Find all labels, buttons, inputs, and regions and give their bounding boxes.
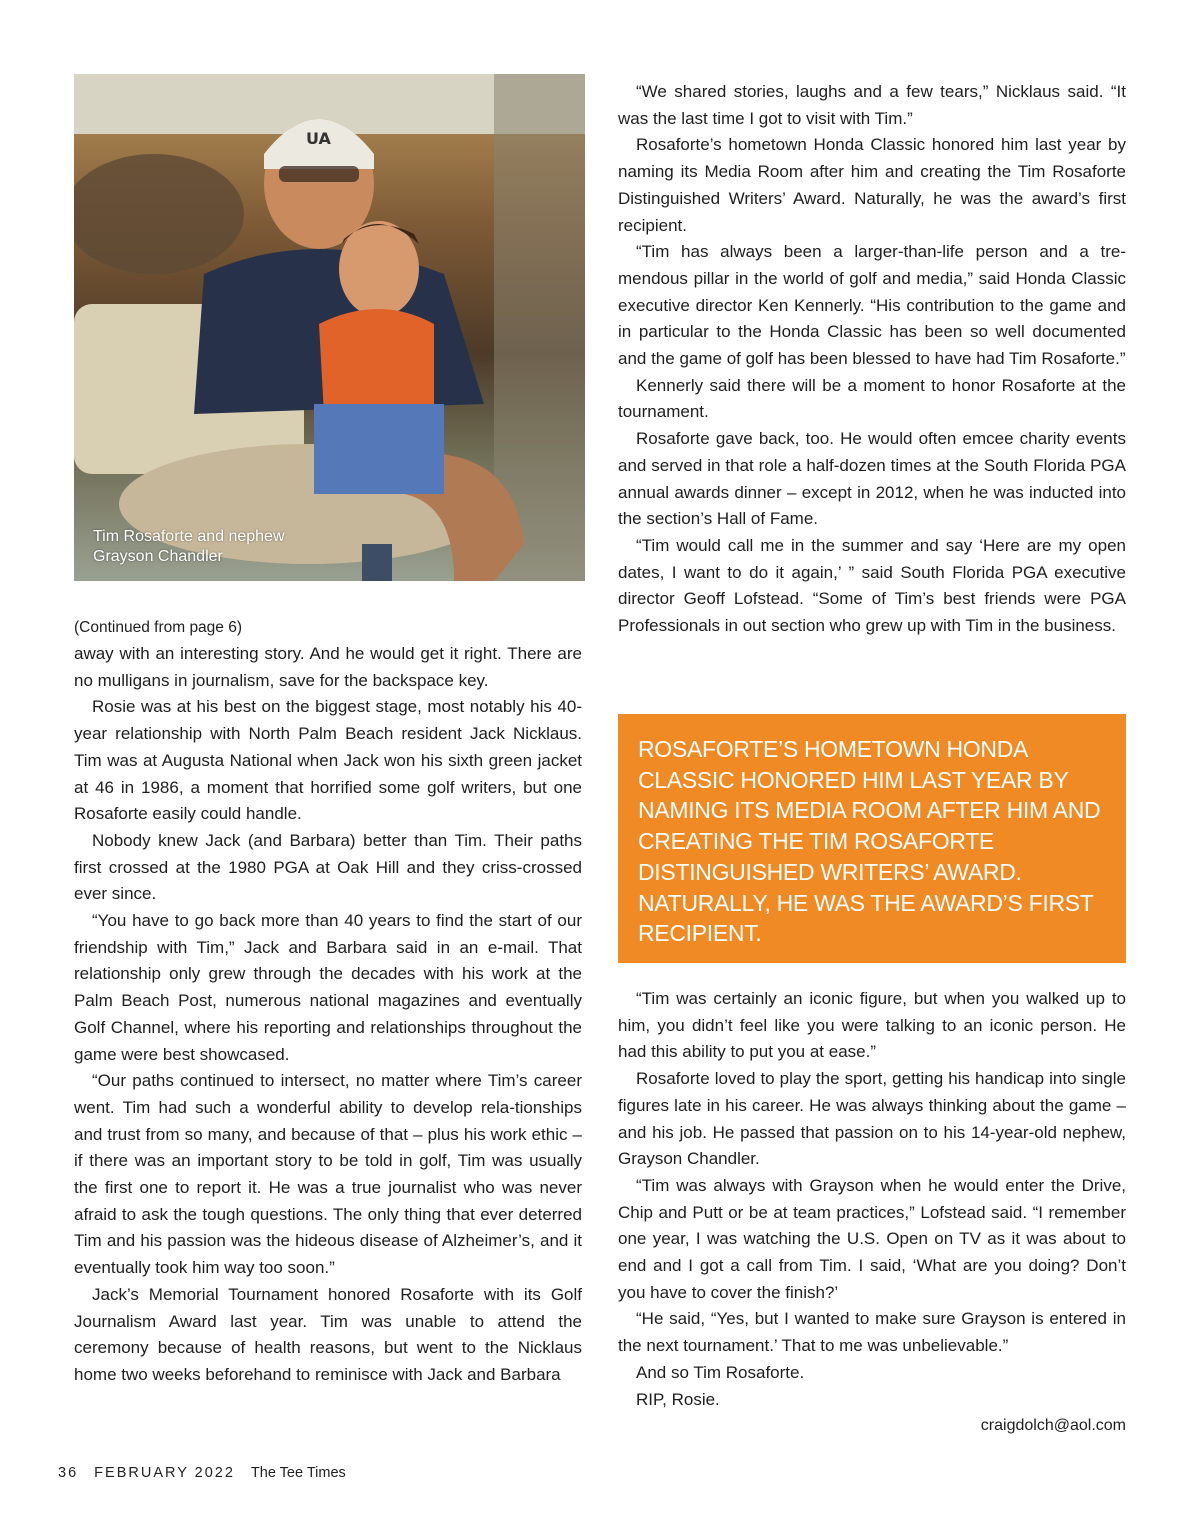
paragraph: “He said, “Yes, but I wanted to make sure Grayson is entered in the next tournament.’ That to me was unbelievable.”: [618, 1309, 1126, 1356]
photo-caption: [93, 527, 285, 567]
pull-quote-box: [618, 714, 1126, 963]
caption-line-1: Tim Rosaforte and nephew: [93, 528, 285, 545]
paragraph: “We shared stories, laughs and a few tears,” Nicklaus said. “It was the last time I got to visit with Tim.”: [618, 82, 1126, 128]
paragraph: “Tim would call me in the summer and say ‘Here are my open dates, I want to do it again,’ ” said South Florida PGA executive director Geoff Lofstead. “Some of Tim’s best friends were PGA Professionals in out section who grew up with Tim in the business.: [618, 535, 1126, 636]
author-email[interactable]: craigdolch@aol.com: [980, 1417, 1126, 1434]
paragraph: Rosaforte gave back, too. He would often emcee charity events and served in that role a half-dozen times at the South Florida PGA annual awards dinner – except in 2012, when he was inducted into the section’s Hall of Fame.: [618, 429, 1126, 529]
right-column-bottom: [618, 986, 1126, 1413]
paragraph: Rosie was at his best on the biggest stage, most notably his 40-year relationship with North Palm Beach resident Jack Nicklaus. Tim was at Augusta National when Jack won his sixth green jacket at 46 in 1986, a moment that horrified some golf writers, but one Rosaforte easily could handle.: [74, 697, 582, 824]
paragraph: Kennerly said there will be a moment to honor Rosaforte at the tournament.: [618, 375, 1126, 422]
boy-face: [339, 221, 419, 317]
article-photo: [74, 74, 585, 581]
paragraph: Jack’s Memorial Tournament honored Rosaforte with its Golf Journalism Award last year. Tim was unable to attend the ceremony because of health reasons, but went to the Nicklaus home two weeks beforehand to reminisce with Jack and Barbara: [74, 1284, 582, 1384]
paragraph: “You have to go back more than 40 years to find the start of our friendship with Tim,” Jack and Barbara said in an e-mail. That relationship only grew through the decades with his work at the Palm Beach Post, numerous national magazines and eventually Golf Channel, where his reporting and relationships throughout the game were best showcased.: [74, 911, 582, 1064]
pull-quote-text: ROSAFORTE’S HOMETOWN HONDA CLASSIC HONORED HIM LAST YEAR BY NAMING ITS MEDIA ROOM AFTER HIM AND CREATING THE TIM ROSAFORTE DISTINGUISHED WRITERS’ AWARD. NATURALLY, HE WAS THE AWARD’S FIRST RECIPIENT.: [638, 736, 1101, 947]
sunglasses: [279, 166, 359, 182]
paragraph: “Tim was certainly an iconic figure, but when you walked up to him, you didn’t feel like you were talking to an iconic person. He had this ability to put you at ease.”: [618, 989, 1126, 1062]
paragraph: “Tim was always with Grayson when he would enter the Drive, Chip and Putt or be at team practices,” Lofstead said. “I remember one year, I was watching the U.S. Open on TV as it was about to end and I got a call from Tim. I said, ‘What are you doing? Don’t you have to cover the finish?’: [618, 1175, 1126, 1302]
page-footer: [58, 1462, 346, 1484]
publication-name: The Tee Times: [250, 1465, 346, 1481]
paragraph: “Our paths continued to intersect, no matter where Tim’s career went. Tim had such a wonderful ability to develop rela-tionships and trust from so many, and because of that – plus his work ethic – if there was an important story to be told in golf, Tim was usually the first one to report it. He was a true journalist who was never afraid to ask the tough questions. The only thing that ever deterred Tim and his passion was the hideous disease of Alzheimer’s, and it eventually took him way too soon.”: [74, 1071, 582, 1278]
boy-shirt: [319, 309, 434, 414]
photo-illustration: [74, 74, 585, 581]
paragraph: Rosaforte’s hometown Honda Classic honored him last year by naming its Media Room after him and creating the Tim Rosaforte Distinguished Writers’ Award. Naturally, he was the award’s first recipient.: [618, 135, 1126, 235]
page-number: 36: [58, 1465, 79, 1481]
caption-line-2: Grayson Chandler: [93, 548, 223, 565]
boy-shorts: [314, 404, 444, 494]
paragraph: Nobody knew Jack (and Barbara) better than Tim. Their paths first crossed at the 1980 PGA at Oak Hill and they criss-crossed ever since.: [74, 830, 582, 904]
issue-date: FEBRUARY 2022: [94, 1465, 235, 1481]
continued-note: (Continued from page 6): [74, 619, 243, 636]
right-column-top: [618, 79, 1126, 640]
paragraph: “Tim has always been a larger-than-life person and a tre-mendous pillar in the world of golf and media,” said Honda Classic executive director Ken Kennerly. “His contribution to the game and in particular to the Honda Classic has been so well documented and the game of golf has been blessed to have had Tim Rosaforte.”: [618, 242, 1126, 369]
golf-bag: [74, 154, 244, 274]
boy-shoe: [362, 544, 392, 581]
left-column: [74, 615, 582, 1389]
paragraph: Rosaforte loved to play the sport, getting his handicap into single figures late in his career. He was always thinking about the game – and his job. He passed that passion on to his 14-year-old nephew, Grayson Chandler.: [618, 1069, 1126, 1169]
paragraph: And so Tim Rosaforte.: [636, 1362, 805, 1382]
paragraph: away with an interesting story. And he would get it right. There are no mulligans in journalism, save for the backspace key.: [74, 644, 582, 690]
paragraph: RIP, Rosie.: [636, 1389, 720, 1409]
cap-logo: UA: [306, 129, 331, 148]
